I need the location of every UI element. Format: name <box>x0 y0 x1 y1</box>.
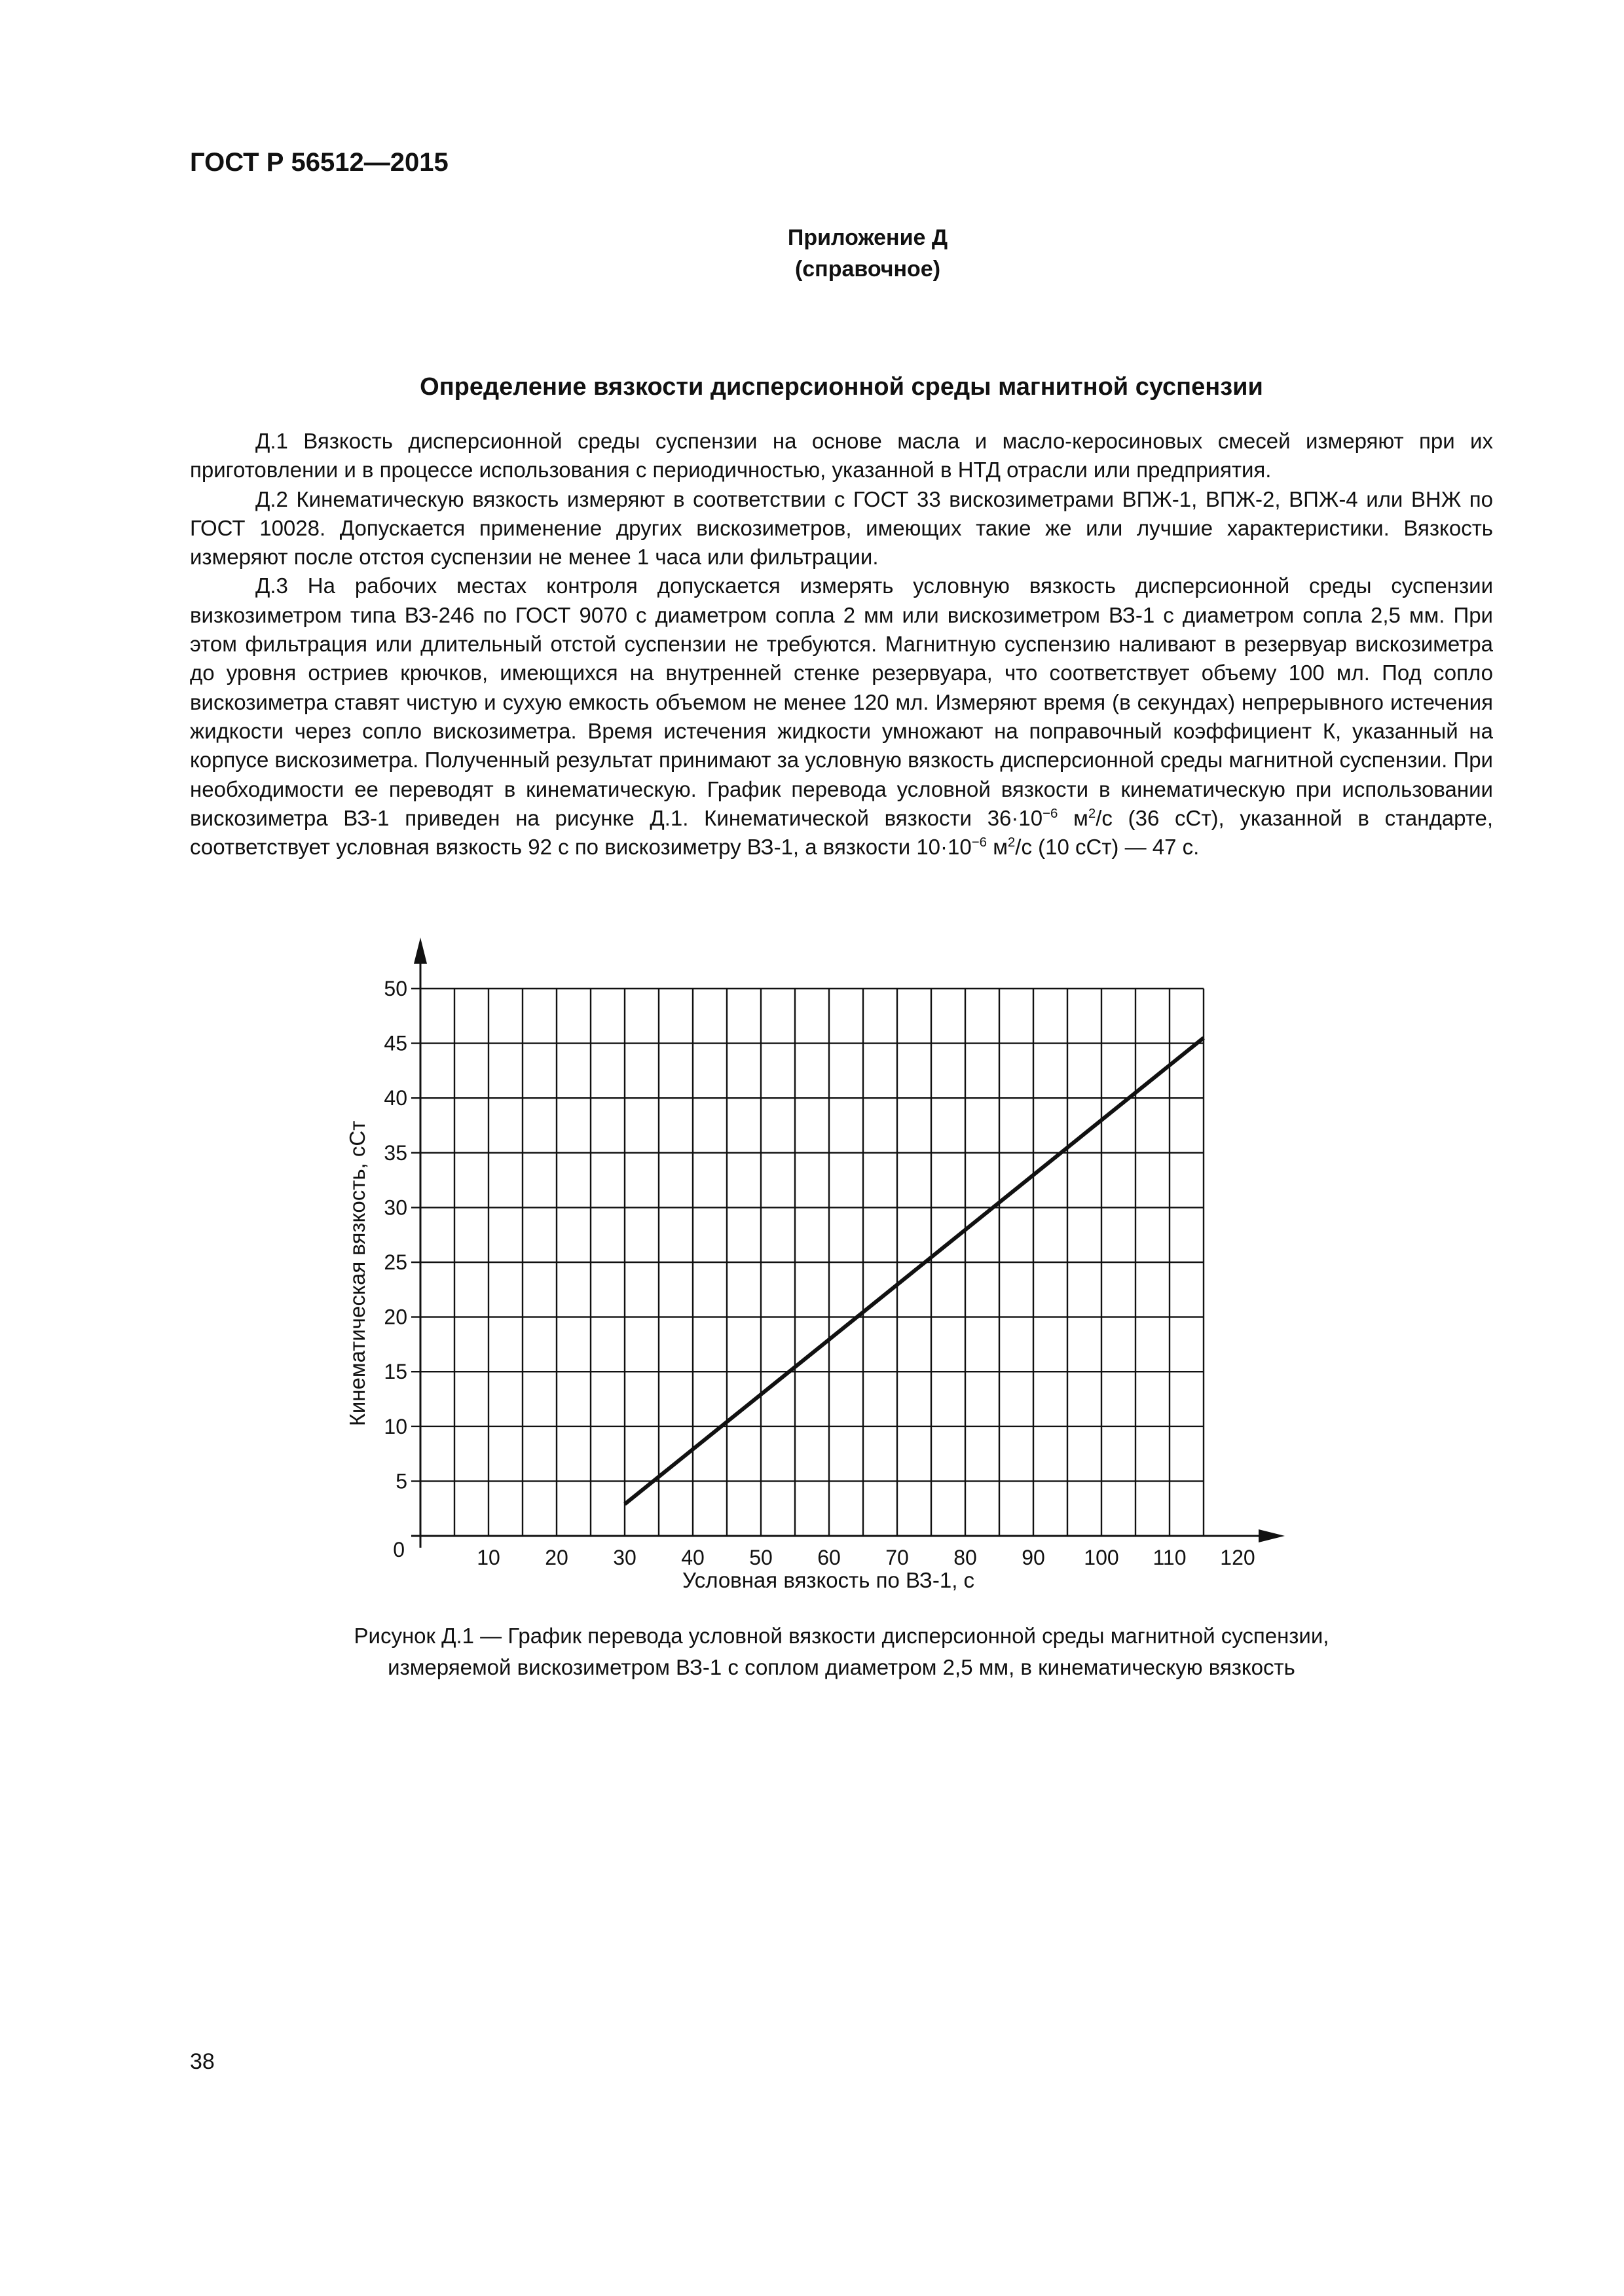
x-tick-label: 30 <box>613 1546 637 1569</box>
paragraph-d3-part-a: Д.3 На рабочих местах контроля допускается измерять условную вязкость дисперсионной среды суспензии визкозиметром типа ВЗ-246 по ГОСТ 9070 с диаметром сопла 2 мм или вискозиметром ВЗ-1 с диаметром сопла 2,5 мм. При этом фильтрация или длительный отстой суспензии не требуются. Магнитную суспензию наливают в резервуар вискозиметра до уровня остриев крючков, имеющихся на внутренней стенке резервуара, что соответствует объему 100 мл. Под сопло вискозиметра ставят чистую и сухую емкость объемом не менее 120 мл. Измеряют время (в секундах) непрерывного истечения жидкости через сопло вискозиметра. Время истечения жидкости умножают на поправочный коэффициент К, указанный на корпусе вискозиметра. Полученный результат принимают за условную вязкость дисперсионной среды магнитной суспензии. При необходимости ее переводят в кинематическую. График перевода условной вязкости в кинематическую при использовании вискозиметра ВЗ-1 приведен на рисунке Д.1. Кинематической вязкости 36·10 <box>190 574 1493 830</box>
chart-series <box>625 1038 1204 1504</box>
y-axis-label: Кинематическая вязкость, сСт <box>345 1120 369 1427</box>
chart-svg <box>327 930 1375 1604</box>
paragraph-d2: Д.2 Кинематическую вязкость измеряют в соответствии с ГОСТ 33 вискозиметрами ВПЖ-1, ВПЖ-2, ВПЖ-4 или ВНЖ по ГОСТ 10028. Допускается применение других вискозиметров, имеющих такие же или лучшие характеристики. Вязкость измеряют после отстоя суспензии не менее 1 часа или фильтрации. <box>190 486 1493 570</box>
paragraph-d1: Д.1 Вязкость дисперсионной среды суспензии на основе масла и масло-керосиновых смесей измеряют при их приготовлении и в процессе использования с периодичностью, указанной в НТД отрасли или предприятия. <box>190 429 1493 483</box>
y-tick-label: 15 <box>384 1360 407 1384</box>
x-tick-label: 110 <box>1153 1546 1187 1569</box>
square-2: 2 <box>1007 835 1016 850</box>
x-tick-label: 120 <box>1220 1546 1255 1569</box>
body-text <box>190 427 1493 862</box>
appendix-title: Приложение Д <box>787 225 948 250</box>
page-number: 38 <box>190 2049 215 2074</box>
appendix-note: (справочное) <box>794 257 941 282</box>
y-tick-label: 40 <box>384 1086 407 1110</box>
series-line <box>625 1038 1204 1504</box>
section-title: Определение вязкости дисперсионной среды магнитной суспензии <box>420 373 1263 401</box>
x-tick-label: 100 <box>1084 1546 1119 1569</box>
x-tick-label: 90 <box>1022 1546 1045 1569</box>
origin-label: 0 <box>393 1538 405 1561</box>
viscosity-chart <box>327 930 1375 1604</box>
x-axis-label: Условная вязкость по ВЗ-1, с <box>682 1568 975 1592</box>
y-axis-arrow <box>414 938 427 964</box>
chart-axes <box>411 938 1285 1548</box>
paragraph-d3-part-c: /с (36 сСт), указанной в стандарте, соответствует условная вязкость 92 с по вискозиметру ВЗ-1, а вязкости 10·10 <box>190 805 1494 860</box>
y-tick-label: 50 <box>384 977 407 1000</box>
x-tick-label: 40 <box>681 1546 705 1569</box>
y-tick-label: 30 <box>384 1195 407 1220</box>
y-tick-label: 20 <box>384 1305 407 1329</box>
y-tick-label: 10 <box>384 1414 407 1438</box>
caption-line-1: Рисунок Д.1 — График перевода условной вязкости дисперсионной среды магнитной суспензии, <box>354 1624 1329 1648</box>
y-tick-label: 35 <box>384 1140 407 1165</box>
square-1: 2 <box>1088 805 1096 821</box>
paragraph-d3-part-e: /с (10 сСт) — 47 с. <box>1015 835 1200 860</box>
document-code: ГОСТ Р 56512—2015 <box>190 148 449 177</box>
paragraph-d3-part-d: м <box>987 835 1008 860</box>
chart-grid <box>411 989 1204 1536</box>
figure-caption <box>190 1620 1493 1683</box>
x-tick-label: 10 <box>477 1546 500 1569</box>
x-tick-label: 80 <box>953 1546 977 1569</box>
y-tick-label: 25 <box>384 1250 407 1274</box>
x-tick-label: 60 <box>817 1546 841 1569</box>
x-tick-label: 50 <box>749 1546 773 1569</box>
paragraph-d3-part-b: м <box>1058 805 1088 830</box>
y-tick-label: 45 <box>384 1031 407 1055</box>
paragraph-d3 <box>190 572 1493 862</box>
x-axis-arrow <box>1259 1529 1285 1542</box>
exponent-2: −6 <box>971 835 987 850</box>
x-tick-label: 20 <box>545 1546 568 1569</box>
x-tick-label: 70 <box>885 1546 909 1569</box>
exponent-1: −6 <box>1043 805 1058 821</box>
y-tick-label: 5 <box>396 1469 407 1493</box>
caption-line-2: измеряемой вискозиметром ВЗ-1 с соплом диаметром 2,5 мм, в кинематическую вязкость <box>388 1655 1295 1679</box>
